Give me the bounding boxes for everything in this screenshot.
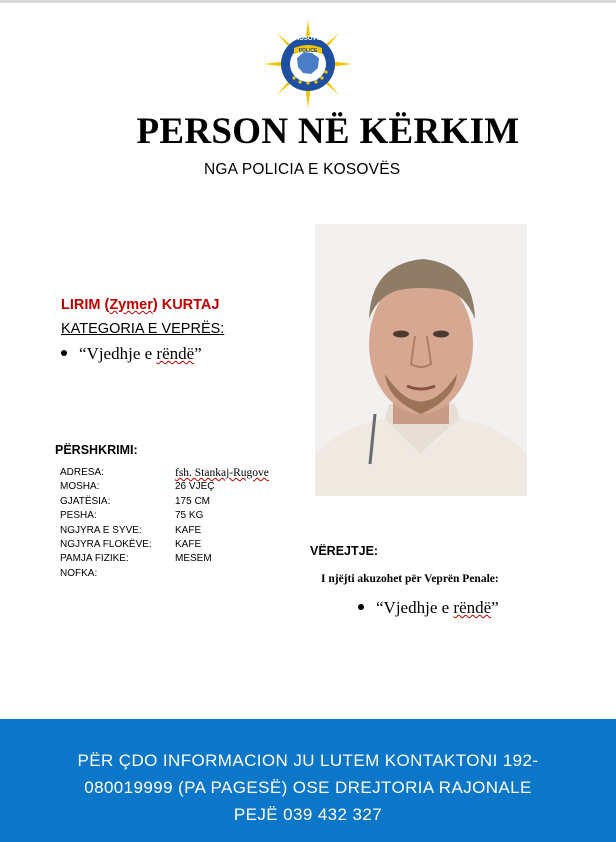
row-label: MOSHA: bbox=[60, 481, 100, 493]
offense-word: rëndë bbox=[156, 344, 195, 363]
offense-word: rëndë bbox=[453, 598, 492, 617]
description-heading: PËRSHKRIMI: bbox=[55, 443, 138, 457]
description-row bbox=[60, 538, 269, 552]
row-value: KAFE bbox=[175, 524, 202, 536]
row-label: NGJYRA FLOKËVE: bbox=[60, 539, 152, 551]
name-first: LIRIM ( bbox=[61, 297, 110, 313]
offense-close: ” bbox=[194, 344, 202, 363]
suspect-name bbox=[61, 297, 219, 313]
description-row bbox=[60, 524, 269, 538]
page-title: PERSON NË KËRKIM bbox=[136, 111, 520, 152]
offense-close: ” bbox=[491, 598, 499, 617]
row-label: ADRESA: bbox=[60, 467, 104, 478]
description-table bbox=[60, 466, 269, 581]
svg-text:KOSOVO: KOSOVO bbox=[294, 36, 322, 42]
remarks-text: I njëjti akuzohet për Veprën Penale: bbox=[321, 573, 499, 585]
row-value: 75 KG bbox=[175, 510, 204, 522]
row-value: 26 VJEÇ bbox=[175, 481, 215, 493]
description-row bbox=[60, 466, 269, 480]
remarks-heading: VËREJTJE: bbox=[310, 544, 379, 558]
row-value: KAFE bbox=[175, 539, 202, 551]
offense-text: “Vjedhje e bbox=[79, 344, 157, 363]
contact-line-1: PËR ÇDO INFORMACION JU LUTEM KONTAKTONI 192- bbox=[77, 751, 539, 770]
row-value: 175 CM bbox=[175, 495, 211, 507]
offense-bullet bbox=[61, 344, 202, 364]
offense-category-label: KATEGORIA E VEPRËS: bbox=[61, 321, 225, 337]
offense-text: “Vjedhje e bbox=[376, 598, 454, 617]
description-row bbox=[60, 495, 269, 509]
contact-line-3: PEJË 039 432 327 bbox=[233, 805, 383, 824]
row-label: PESHA: bbox=[60, 510, 97, 522]
name-middle: Zymer bbox=[109, 297, 153, 313]
kosovo-police-logo bbox=[264, 20, 352, 108]
row-label: GJATËSIA: bbox=[60, 495, 111, 507]
remarks-offense-bullet bbox=[358, 598, 499, 618]
bullet-dot-icon bbox=[358, 604, 364, 610]
row-label: NGJYRA E SYVE: bbox=[60, 524, 142, 536]
contact-line-2: 080019999 (PA PAGESË) OSE DREJTORIA RAJONALE bbox=[84, 778, 532, 797]
description-row bbox=[60, 567, 269, 581]
top-border bbox=[0, 0, 616, 3]
contact-footer bbox=[0, 719, 616, 842]
row-value: fsh. Stankaj-Rugove bbox=[175, 467, 269, 479]
svg-text:POLICE: POLICE bbox=[298, 48, 318, 54]
row-value: MESEM bbox=[175, 553, 212, 565]
description-row bbox=[60, 509, 269, 523]
page-subtitle: NGA POLICIA E KOSOVËS bbox=[204, 161, 401, 178]
row-label: PAMJA FIZIKE: bbox=[60, 553, 129, 565]
bullet-dot-icon bbox=[61, 350, 67, 356]
contact-text bbox=[0, 747, 616, 828]
row-label: NOFKA: bbox=[60, 567, 98, 579]
description-row bbox=[60, 480, 269, 494]
suspect-photo bbox=[315, 224, 527, 496]
name-last: ) KURTAJ bbox=[152, 297, 220, 313]
description-row bbox=[60, 552, 269, 566]
